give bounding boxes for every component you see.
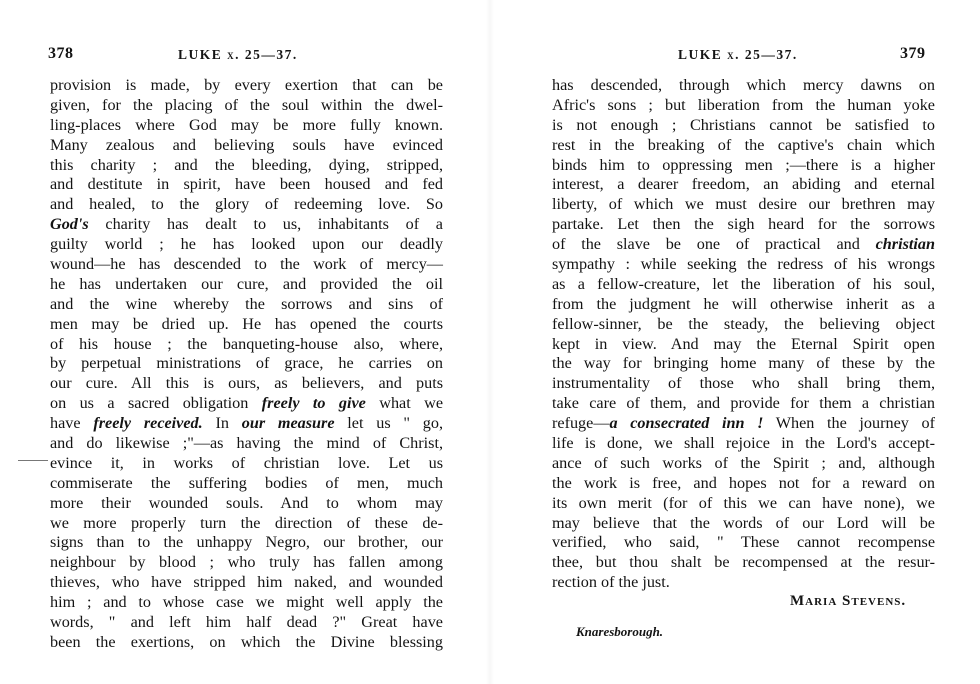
text-line: and destitute in spirit, have been housed and fed bbox=[50, 175, 443, 194]
text-line: partake. Let then the sigh heard for the sorrows bbox=[552, 215, 935, 234]
text-line: life is done, we shall rejoice in the Lord's accept- bbox=[552, 434, 935, 453]
text-line: and healed, to the glory of redeeming love. So bbox=[50, 195, 443, 214]
text-line: ance of such works of the Spirit ; and, although bbox=[552, 453, 935, 472]
text-line: he has undertaken our cure, and provided the oil bbox=[50, 274, 443, 293]
text-line: verified, who said, " These cannot recompense bbox=[552, 533, 935, 552]
text-line: interest, a dearer freedom, an abiding and eternal bbox=[552, 175, 935, 194]
text-line: neighbour by blood ; who truly has fallen among bbox=[50, 553, 443, 572]
text-line: of the slave be one of practical and christian bbox=[552, 235, 935, 254]
text-line: him ; and to whose case we might well apply the bbox=[50, 593, 443, 612]
text-line: guilty world ; he has looked upon our deadly bbox=[50, 235, 443, 254]
author-signature: Maria Stevens. bbox=[790, 593, 907, 609]
text-line: binds him to oppressing men ;—there is a higher bbox=[552, 155, 935, 174]
running-head-right: LUKE x. 25—37. bbox=[678, 47, 798, 62]
text-line: rest in the breaking of the captive's chain which bbox=[552, 135, 935, 154]
text-line: refuge—a consecrated inn ! When the journey of bbox=[552, 414, 935, 433]
text-line: wound—he has descended to the work of mercy— bbox=[50, 255, 443, 274]
text-line: our cure. All this is ours, as believers, and puts bbox=[50, 374, 443, 393]
text-line: instrumentality of those who shall bring them, bbox=[552, 374, 935, 393]
text-line: God's charity has dealt to us, inhabitants of a bbox=[50, 215, 443, 234]
text-line: have freely received. In our measure let us " go, bbox=[50, 414, 444, 433]
text-line: ling-places where God may be more fully known. bbox=[50, 115, 443, 134]
text-line: its own merit (for of this we can have none), we bbox=[552, 493, 935, 512]
text-line: been the exertions, on which the Divine blessing bbox=[50, 632, 443, 651]
text-line: this charity ; and the bleeding, dying, stripped, bbox=[50, 155, 443, 174]
place-name: Knaresborough. bbox=[576, 624, 664, 639]
text-line: we more properly turn the direction of these de- bbox=[50, 513, 443, 532]
text-line: may believe that the words of our Lord will be bbox=[552, 513, 935, 532]
text-line: sympathy : while seeking the redress of his wrongs bbox=[552, 255, 935, 274]
text-line: thieves, who have stripped him naked, and wounded bbox=[50, 573, 443, 592]
text-line: is not enough ; Christians cannot be satisfied to bbox=[552, 115, 935, 134]
text-line: commiserate the suffering bodies of men, much bbox=[50, 473, 443, 492]
text-line: liberty, of which we must desire our brethren may bbox=[552, 195, 935, 214]
running-head-left: LUKE x. 25—37. bbox=[178, 47, 298, 62]
text-line: as a fellow-creature, let the liberation of his soul, bbox=[552, 274, 935, 293]
text-line: given, for the placing of the soul within the dwel- bbox=[50, 95, 443, 114]
text-line: more their wounded souls. And to whom may bbox=[50, 493, 443, 512]
text-line: signs than to the unhappy Negro, our brother, our bbox=[50, 533, 443, 552]
text-line: and the wine whereby the sorrows and sins of bbox=[50, 294, 443, 313]
text-line: take care of them, and provide for them a christian bbox=[552, 394, 935, 413]
text-line: Afric's sons ; but liberation from the human yoke bbox=[552, 95, 935, 114]
text-line: the work is free, and hopes not for a reward on bbox=[552, 473, 935, 492]
text-line: has descended, through which mercy dawns on bbox=[552, 76, 935, 94]
text-line: words, " and left him half dead ?" Great have bbox=[50, 613, 443, 632]
text-line: men may be dried up. He has opened the courts bbox=[50, 314, 443, 333]
text-line: and do likewise ;"—as having the mind of Christ, bbox=[50, 434, 443, 453]
text-line: provision is made, by every exertion that can be bbox=[50, 76, 443, 94]
text-line: fellow-sinner, be the steady, the believing object bbox=[552, 314, 935, 333]
text-line: from the judgment he will otherwise inherit as a bbox=[552, 294, 935, 313]
page-number-right: 379 bbox=[900, 45, 926, 62]
text-line: by perpetual ministrations of grace, he carries on bbox=[50, 354, 443, 373]
text-line: thee, but thou shalt be recompensed at the resur- bbox=[552, 553, 935, 572]
right-page bbox=[490, 0, 980, 684]
text-line: kept in view. And may the Eternal Spirit open bbox=[552, 334, 935, 353]
page-number-left: 378 bbox=[48, 45, 74, 62]
text-line: on us a sacred obligation freely to give what we bbox=[50, 394, 444, 413]
text-line: rection of the just. bbox=[552, 573, 670, 592]
right-page-text bbox=[552, 76, 935, 593]
left-page-text bbox=[50, 76, 443, 653]
text-line: of his house ; the banqueting-house also, where, bbox=[50, 334, 443, 353]
text-line: evince it, in works of christian love. Let us bbox=[50, 453, 443, 472]
text-line: Many zealous and believing souls have evinced bbox=[50, 135, 443, 154]
text-line: the way for bringing home many of these by the bbox=[552, 354, 935, 373]
